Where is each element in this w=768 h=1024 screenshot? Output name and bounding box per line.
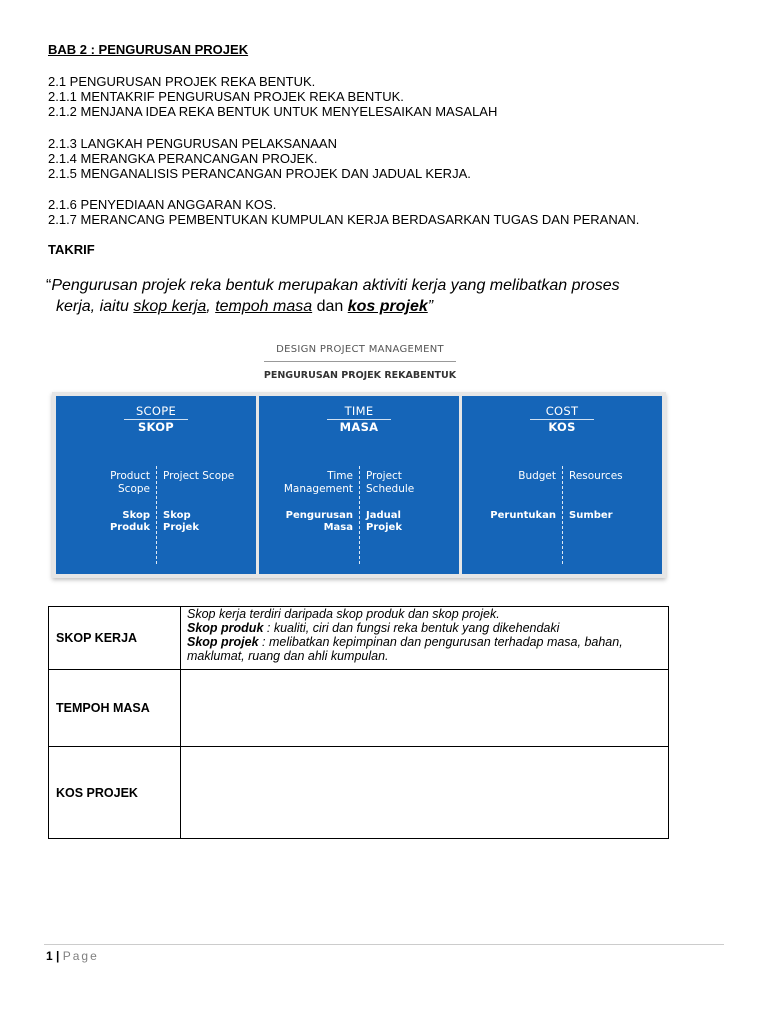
panel-right-ms: Jadual Projek bbox=[366, 510, 402, 533]
outline-item: 2.1.3 LANGKAH PENGURUSAN PELAKSANAAN bbox=[48, 136, 337, 151]
outline-group-1 bbox=[48, 74, 497, 119]
outline-item: 2.1.1 MENTAKRIF PENGURUSAN PROJEK REKA BENTUK. bbox=[48, 89, 404, 104]
quote-text-1: Pengurusan projek reka bentuk merupakan aktiviti kerja yang melibatkan proses bbox=[51, 277, 620, 294]
row-content bbox=[181, 607, 669, 670]
close-quote-mark: ” bbox=[427, 298, 434, 315]
document-title: BAB 2 : PENGURUSAN PROJEK bbox=[48, 42, 249, 57]
takrif-heading: TAKRIF bbox=[48, 242, 95, 257]
panel-left-ms: Peruntukan bbox=[490, 510, 556, 521]
infographic-heading-en: DESIGN PROJECT MANAGEMENT bbox=[276, 344, 444, 355]
page-footer bbox=[46, 949, 99, 963]
row-content bbox=[181, 670, 669, 747]
panel-right-en: Project Scope bbox=[163, 470, 235, 482]
panel-divider bbox=[156, 466, 157, 564]
row-label: KOS PROJEK bbox=[49, 747, 181, 839]
outline-item: 2.1.6 PENYEDIAAN ANGGARAN KOS. bbox=[48, 197, 277, 212]
quote-text-2: kerja, iaitu bbox=[56, 298, 134, 315]
footer-rule bbox=[44, 944, 724, 945]
outline-item: 2.1.2 MENJANA IDEA REKA BENTUK UNTUK MENYELESAIKAN MASALAH bbox=[48, 104, 498, 119]
quote-line-1 bbox=[46, 275, 722, 296]
panel-left-en: Budget bbox=[518, 470, 556, 482]
term-desc: : melibatkan kepimpinan dan pengurusan terhadap masa, bahan, maklumat, ruang dan ahli kumpulan. bbox=[187, 635, 623, 663]
panel-divider bbox=[359, 466, 360, 564]
term-skop-projek: Skop projek bbox=[187, 635, 259, 649]
panel-left-en: Time Management bbox=[283, 470, 353, 495]
definition-quote bbox=[46, 275, 722, 317]
panel-left-ms: Skop Produk bbox=[109, 510, 150, 533]
term-skop-produk: Skop produk bbox=[187, 621, 264, 635]
outline-item: 2.1.7 MERANCANG PEMBENTUKAN KUMPULAN KERJA BERDASARKAN TUGAS DAN PERANAN. bbox=[48, 212, 640, 227]
row-label: SKOP KERJA bbox=[49, 607, 181, 670]
panel-left-en: Product Scope bbox=[110, 470, 150, 495]
outline-item: 2.1 PENGURUSAN PROJEK REKA BENTUK. bbox=[48, 74, 316, 89]
panel-title-en: TIME bbox=[344, 404, 374, 418]
panel-title-ms: KOS bbox=[548, 420, 576, 434]
tempoh-masa-term: tempoh masa bbox=[215, 298, 313, 315]
quote-line-2 bbox=[46, 296, 722, 317]
panel-title-en: COST bbox=[545, 404, 579, 418]
kos-projek-term: kos projek bbox=[347, 298, 428, 315]
content-line: Skop kerja terdiri daripada skop produk dan skop projek. bbox=[187, 607, 500, 621]
panel-right-en: Resources bbox=[569, 470, 623, 482]
panel-right-ms: Sumber bbox=[569, 510, 613, 521]
infographic-heading-rule bbox=[264, 361, 456, 362]
page-word: Page bbox=[62, 949, 99, 963]
panel-right-ms: Skop Projek bbox=[163, 510, 199, 533]
definitions-table bbox=[48, 606, 669, 839]
page-number: 1 bbox=[46, 949, 53, 963]
content-line bbox=[187, 621, 662, 635]
row-content bbox=[181, 747, 669, 839]
content-line bbox=[187, 635, 662, 663]
infographic-heading-ms: PENGURUSAN PROJEK REKABENTUK bbox=[263, 370, 457, 381]
panel-right-en: Project Schedule bbox=[366, 470, 415, 495]
panel-time bbox=[259, 396, 459, 574]
panel-title-ms: SKOP bbox=[137, 420, 175, 434]
open-quote-mark: “ bbox=[46, 277, 52, 294]
table-row bbox=[49, 747, 669, 839]
outline-group-2 bbox=[48, 136, 471, 181]
page-separator: | bbox=[52, 949, 63, 963]
outline-group-3 bbox=[48, 197, 639, 227]
panel-title-ms: MASA bbox=[339, 420, 379, 434]
skop-kerja-term: skop kerja bbox=[133, 298, 207, 315]
panel-divider bbox=[562, 466, 563, 564]
outline-item: 2.1.5 MENGANALISIS PERANCANGAN PROJEK DAN JADUAL KERJA. bbox=[48, 166, 471, 181]
panel-left-ms: Pengurusan Masa bbox=[285, 510, 353, 533]
term-desc: : kualiti, ciri dan fungsi reka bentuk yang dikehendaki bbox=[263, 621, 560, 635]
table-row bbox=[49, 607, 669, 670]
row-label: TEMPOH MASA bbox=[49, 670, 181, 747]
quote-comma: , bbox=[206, 298, 216, 315]
infographic-panels bbox=[52, 392, 666, 578]
quote-dan: dan bbox=[312, 298, 348, 315]
panel-scope bbox=[56, 396, 256, 574]
outline-item: 2.1.4 MERANGKA PERANCANGAN PROJEK. bbox=[48, 151, 318, 166]
table-row bbox=[49, 670, 669, 747]
panel-cost bbox=[462, 396, 662, 574]
panel-title-en: SCOPE bbox=[135, 404, 177, 418]
